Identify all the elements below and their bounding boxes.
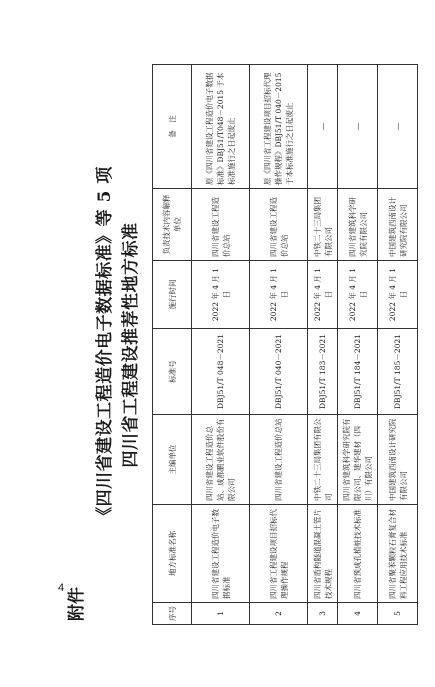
cell-interpretation-unit: 四川省建筑科学研究院有限公司 [338, 189, 378, 261]
cell-effective-date: 2022 年 4 月 1 日 [250, 261, 308, 329]
cell-index: 3 [308, 603, 338, 625]
cell-chief-editor: 中铁二十三局集团有限公司 [308, 415, 338, 505]
cell-chief-editor: 四川省建筑科学研究院有限公司、建华建材（四川）有限公司 [338, 415, 378, 505]
table-row [338, 65, 378, 625]
cell-remarks: — [378, 65, 418, 189]
cell-remarks: — [308, 65, 338, 189]
rotated-content [60, 65, 408, 625]
cell-effective-date: 2022 年 4 月 1 日 [308, 261, 338, 329]
cell-standard-name: 四川省建设工程造价电子数据标准 [192, 505, 250, 603]
cell-standard-number: DBJ51/T 040－2021 [250, 329, 308, 415]
cell-index: 5 [378, 603, 418, 625]
cell-effective-date: 2022 年 4 月 1 日 [338, 261, 378, 329]
cell-index: 2 [250, 603, 308, 625]
table-row [308, 65, 338, 625]
cell-standard-name: 四川省预成孔植桩技术标准 [338, 505, 378, 603]
cell-effective-date: 2022 年 4 月 1 日 [378, 261, 418, 329]
cell-standard-name: 四川省盾构隧道混凝土管片技术规程 [308, 505, 338, 603]
cell-standard-number: DBJ51/T 048－2021 [192, 329, 250, 415]
cell-interpretation-unit: 四川省建设工程造价总站 [250, 189, 308, 261]
header-chief-editor: 主编单位 [153, 415, 192, 505]
header-effective-date: 施行时间 [153, 261, 192, 329]
cell-chief-editor: 四川省建设工程造价总站、成都鹏业软件股份有限公司 [192, 415, 250, 505]
page-number: 4 [58, 582, 65, 594]
cell-standard-number: DBJ51/T 183－2021 [308, 329, 338, 415]
cell-index: 1 [192, 603, 250, 625]
table-row [378, 65, 418, 625]
cell-standard-number: DBJ51/T 185－2021 [378, 329, 418, 415]
table-row [192, 65, 250, 625]
document-title-line-2: 四川省工程建设推荐性地方标准 [121, 222, 141, 468]
cell-chief-editor: 四川省建设工程造价总站 [250, 415, 308, 505]
cell-standard-name: 四川省工程建设项目招标代理操作规程 [250, 505, 308, 603]
header-remarks: 备 注 [153, 65, 192, 189]
header-interpretation-unit: 负责技术内容解释单位 [153, 189, 192, 261]
cell-remarks: 原《四川省建设工程造价电子数据标准》DBJ51/T048－2015 于本标准施行之日起废止 [192, 65, 250, 189]
cell-standard-name: 四川省聚苯颗粒石膏复合材料工程应用技术标准 [378, 505, 418, 603]
header-standard-number: 标准号 [153, 329, 192, 415]
document-title-line-1: 《四川省建设工程造价电子数据标准》等 5 项 [95, 166, 115, 524]
cell-effective-date: 2022 年 4 月 1 日 [192, 261, 250, 329]
header-index: 序号 [153, 603, 192, 625]
cell-standard-number: DBJ51/T 184－2021 [338, 329, 378, 415]
standards-table [152, 64, 418, 625]
cell-index: 4 [338, 603, 378, 625]
appendix-label: 附件 [67, 587, 87, 621]
cell-chief-editor: 中国建筑西南设计研究院有限公司 [378, 415, 418, 505]
table-header-row [153, 65, 192, 625]
cell-interpretation-unit: 中国建筑西南设计研究院有限公司 [378, 189, 418, 261]
cell-interpretation-unit: 中铁二十三局集团有限公司 [308, 189, 338, 261]
cell-remarks: 原《四川省工程建设项目招标代理操作规程》DBJ51/T 040－2015 于本标准施行之日起废止 [250, 65, 308, 189]
cell-interpretation-unit: 四川省建设工程造价总站 [192, 189, 250, 261]
header-standard-name: 地方标准名称 [153, 505, 192, 603]
cell-remarks: — [338, 65, 378, 189]
table-row [250, 65, 308, 625]
